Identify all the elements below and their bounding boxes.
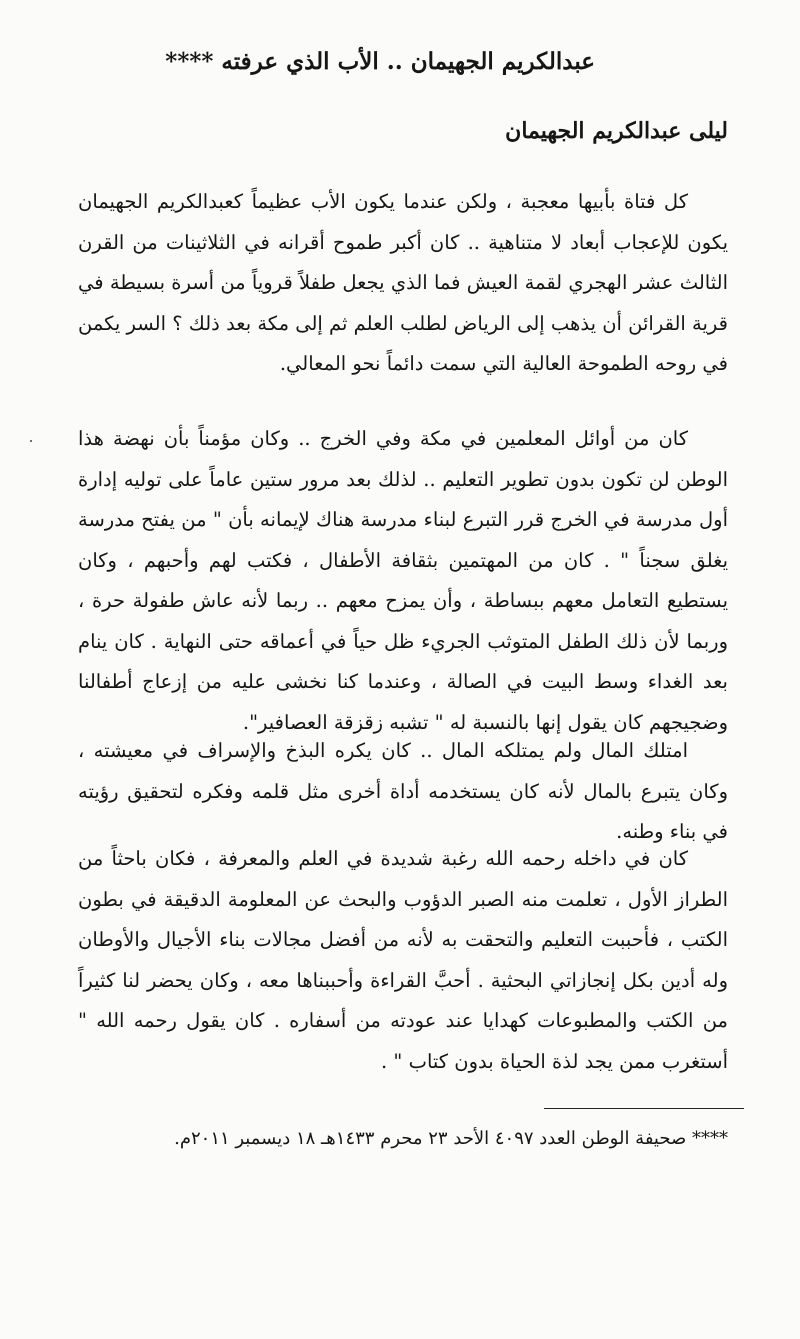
article-title: عبدالكريم الجهيمان .. الأب الذي عرفته ****	[165, 48, 595, 75]
author-name: ليلى عبدالكريم الجهيمان	[505, 118, 728, 144]
footnote: **** صحيفة الوطن العدد ٤٠٩٧ الأحد ٢٣ محرم ١٤٣٣هـ ١٨ ديسمبر ٢٠١١م.	[174, 1128, 728, 1149]
footnote-divider	[544, 1108, 744, 1109]
paragraph-4: كان في داخله رحمه الله رغبة شديدة في العلم والمعرفة ، فكان باحثاً من الطراز الأول ، تعلمت منه الصبر الدؤوب والبحث عن المعلومة الدقيقة في بطون الكتب ، فأحببت التعليم والتحقت به لأنه من أفضل مجالات بناء الأجيال والأوطان وله أدين بكل إنجازاتي البحثية . أحبَّ القراءة وأحببناها معه ، وكان يحضر لنا كثيراً من الكتب والمطبوعات كهدايا عند عودته من أسفاره . كان يقول رحمه الله " أستغرب ممن يجد لذة الحياة بدون كتاب " .	[78, 847, 728, 1073]
paragraph-3: امتلك المال ولم يمتلكه المال .. كان يكره البذخ والإسراف في معيشته ، وكان يتبرع بالمال لأنه كان يستخدمه أداة أخرى مثل قلمه وفكره لتحقيق رؤيته في بناء وطنه.	[78, 739, 728, 843]
paragraph-1: كل فتاة بأبيها معجبة ، ولكن عندما يكون الأب عظيماً كعبدالكريم الجهيمان يكون للإعجاب أبعاد لا متناهية .. كان أكبر طموح أقرانه في الثلاثينات من القرن الثالث عشر الهجري لقمة العيش فما الذي يجعل طفلاً قروياً من أسرة بسيطة في قرية القرائن أن يذهب إلى الرياض لطلب العلم ثم إلى مكة بعد ذلك ؟ السر يكمن في روحه الطموحة العالية التي سمت دائماً نحو المعالي.	[78, 190, 728, 375]
scan-speck	[30, 440, 32, 442]
paragraph-2: كان من أوائل المعلمين في مكة وفي الخرج .. وكان مؤمناً بأن نهضة هذا الوطن لن تكون بدون تطوير التعليم .. لذلك بعد مرور ستين عاماً على توليه إدارة أول مدرسة في الخرج قرر التبرع لبناء مدرسة هناك لإيمانه بأن " من يفتح مدرسة يغلق سجناً " . كان من المهتمين بثقافة الأطفال ، فكتب لهم وأحبهم ، وكان يستطيع التعامل معهم ببساطة ، وأن يمزح معهم .. ربما لأنه عاش طفولة حرة ، وربما لأن ذلك الطفل المتوثب الجريء ظل حياً في أعماقه حتى النهاية . كان ينام بعد الغداء وسط البيت في الصالة ، وعندما كنا نخشى عليه من إزعاج أطفالنا وضجيجهم كان يقول إنها بالنسبة له " تشبه زقزقة العصافير".	[78, 427, 728, 734]
